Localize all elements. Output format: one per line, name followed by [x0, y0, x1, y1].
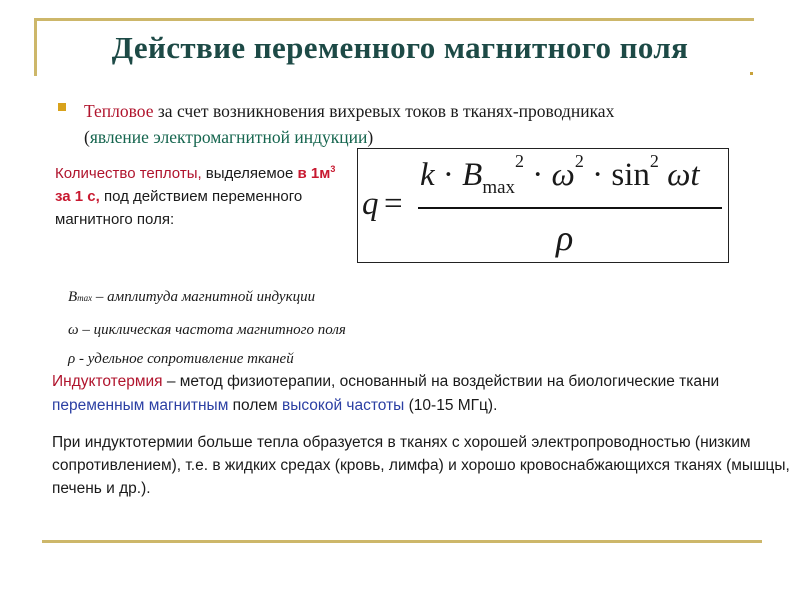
definition-omega: ω – циклическая частота магнитного поля — [68, 322, 346, 338]
para2-emphasis-field: переменным магнитным — [52, 397, 229, 414]
para2-text: полем — [228, 397, 282, 414]
time-unit: за 1 с, — [55, 188, 100, 205]
formula-b-exponent: 2 — [515, 151, 525, 171]
formula-b-subscript: max — [482, 177, 516, 198]
fraction-line — [418, 207, 722, 209]
formula-dot: · — [434, 157, 463, 193]
volume-unit: в 1м — [297, 165, 331, 182]
formula-lhs: q — [362, 186, 379, 222]
para2-text: – метод физиотерапии, основанный на воздействии на биологические ткани — [162, 373, 720, 390]
formula-omega: ω — [551, 157, 575, 193]
title-frame-top-line — [34, 18, 754, 21]
heat-term: Количество теплоты, — [55, 165, 202, 182]
formula-argument: ωt — [667, 157, 700, 193]
inductothermy-note: При индуктотермии больше тепла образуется в тканях с хорошей электропроводностью (низким сопротивлением), т.е. в жидких средах (кровь, лимфа) и хорошо кровоснабжающихся тканях (мышцы, печень и др.). — [52, 434, 790, 497]
formula-equals: = — [384, 186, 403, 222]
formula-omega-exponent: 2 — [574, 151, 584, 171]
heat-text-end: под действием переменного магнитного поля: — [55, 188, 303, 228]
bullet-marker — [58, 103, 66, 111]
thermal-term: Тепловое — [84, 101, 154, 121]
def-b-text: – амплитуда магнитной индукции — [92, 289, 316, 305]
definition-rho: ρ - удельное сопротивление тканей — [68, 351, 294, 367]
formula-denominator: ρ — [556, 218, 574, 258]
formula-dot: · — [524, 157, 552, 193]
formula-k: k — [420, 157, 435, 193]
title-frame-left-line — [34, 18, 37, 76]
frame-dot — [750, 72, 753, 75]
formula-dot: · — [583, 157, 612, 193]
heat-quantity-label — [55, 158, 350, 231]
slide-title: Действие переменного магнитного поля — [111, 30, 689, 65]
para2-text-end: (10-15 МГц). — [404, 397, 498, 414]
def-b-symbol: B — [68, 289, 78, 305]
formula-sin: sin — [611, 157, 650, 193]
def-b-subscript: max — [77, 293, 93, 303]
inductothermy-term: Индуктотермия — [52, 373, 163, 390]
bullet-text-end: ) — [367, 127, 374, 147]
volume-exponent: 3 — [330, 164, 336, 174]
heat-text: выделяемое — [201, 165, 298, 182]
bottom-divider — [42, 540, 762, 543]
bullet-paragraph — [84, 98, 644, 150]
formula-sin-exponent: 2 — [649, 151, 659, 171]
bullet-text: за счет возникновения вихревых токов в тканях-проводниках ( — [84, 101, 615, 147]
induction-phenomenon: явление электромагнитной индукции — [89, 127, 368, 147]
formula-numerator — [420, 151, 700, 198]
para2-emphasis-frequency: высокой частоты — [281, 397, 405, 414]
inductothermy-definition — [52, 370, 792, 418]
definition-bmax — [68, 289, 315, 306]
formula-b: B — [462, 157, 483, 193]
